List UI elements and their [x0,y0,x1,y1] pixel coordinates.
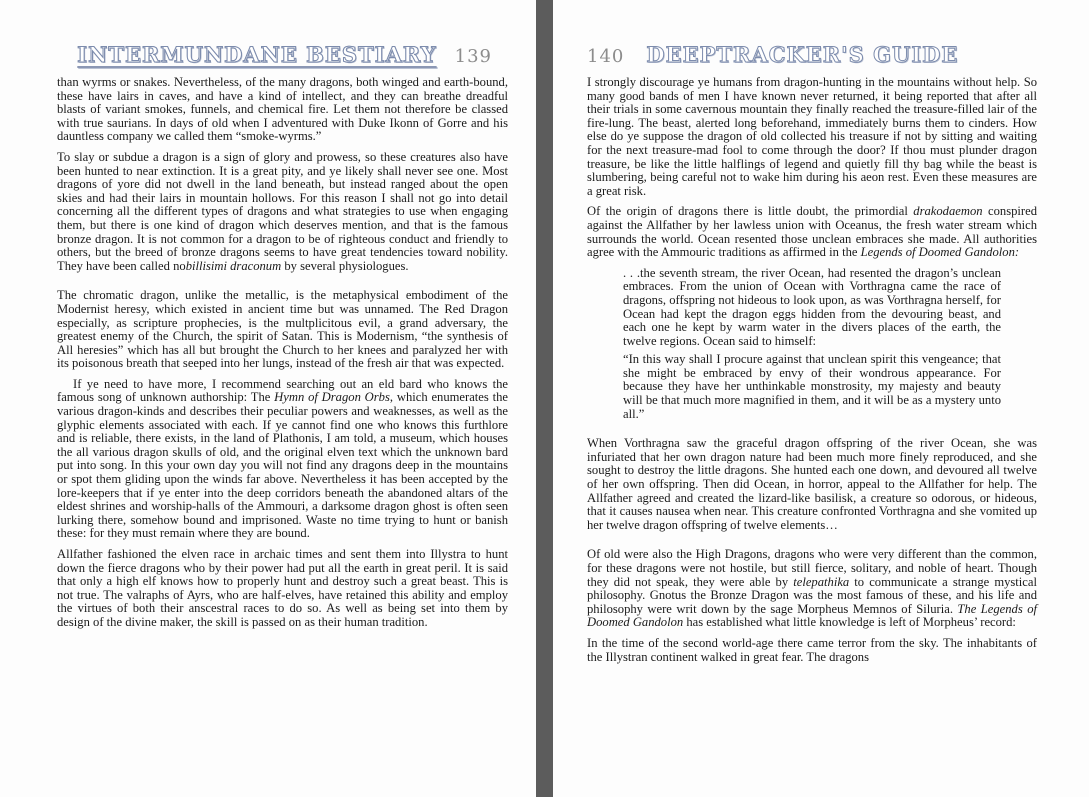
running-header-left [57,42,508,76]
page-number: 140 [587,46,625,67]
body-text-right [587,76,1037,664]
running-header-right [587,42,1037,76]
paragraph: The chromatic dragon, unlike the metallic, is the metaphysical embodiment of the Modernist heresy, which existed in ancient time but was unnamed. The Red Dragon especially, as scripture prophecies, is the multplicitous evil, a grand adversary, the greatest enemy of the Church, the spirit of Satan. This is Modernism, “the synthesis of All heresies” which has all but brought the Church to her knees and paralyzed her with its poisonous breath that seeped into her lungs, instead of the fresh air that was expected. [57,288,508,371]
quote-paragraph: . . .the seventh stream, the river Ocean, had resented the dragon’s unclean embraces. From the union of Ocean with Vorthragna came the race of dragons, offspring not hideous to look upon, as was Vorthragna herself, for Ocean had kept the dragon eggs hidden from the devouring beast, and each one he kept by warm water in the divers places of the earth, the twelve regions. Ocean said to himself: [623,265,1001,348]
book-gutter [536,0,553,797]
emphasis: Legends of Doomed Gandolon: [860,245,1020,260]
running-title: INTERMUNDANE BESTIARY [77,42,437,67]
emphasis: billisimi draconum [185,258,282,273]
emphasis: drakodaemon [913,204,983,219]
emphasis: Hymn of Dragon Orbs [274,390,390,405]
paragraph: than wyrms or snakes. Nevertheless, of the many dragons, both winged and earth-bound, these have lairs in caves, and have a kind of intellect, and they can breathe dreadful blasts of variant smokes, funnels, and chemical fire. Let them not therefore be classed with true saurians. In days of old when I adventured with Duke Ikonn of Gorre and his dauntless company we called them “smoke-wyrms.” [57,75,508,144]
paragraph: If ye need to have more, I recommend searching out an eld bard who knows the famous song of unknown authorship: The Hymn of Dragon Orbs, which enumerates the various dragon-kinds and describes their peculiar powers and weaknesses, as well as the glyphic elements associated with each. If ye cannot find one who knows this furthlore and is reliable, there exists, in the land of Plathonis, I am told, a museum, which houses the all various dragon skulls of old, and the original elven text which the unknown bard put into song. In this your own day you will not find any dragons deep in the mountains or spot them gliding upon the winds far above. Nevertheless it has been accepted by the lore-keepers that if ye enter into the deep corridors beneath the abandoned altars of the eldest shrines and worship-halls of the Ammouri, a darksome dragon ghost is often seen lurking there, somehow bound and imprisoned. Waste no time trying to hunt or banish these: for they must remain where they are bound. [57,376,509,541]
paragraph: Of the origin of dragons there is little doubt, the primordial drakodaemon conspired against the Allfather by her lawless union with Oceanus, the fresh water stream which surrounds the world. Ocean resented those unclean embraces she made. All authorities agree with the Ammouric traditions as affirmed in the Legends of Doomed Gandolon: [587,204,1037,260]
quote-paragraph: “In this way shall I procure against that unclean spirit this vengeance; that she might be embraced by envy of their wondrous appearance. For because they have her unthinkable monstrosity, my majesty and beauty will be that much more magnified in them, and it will be as a mystery unto all.” [623,352,1001,421]
right-page [553,0,1089,797]
left-page [0,0,536,797]
block-quote [623,267,1001,422]
paragraph: To slay or subdue a dragon is a sign of glory and prowess, so these creatures also have been hunted to near extinction. It is a great pity, and ye likely shall never see one. Most dragons of yore did not dwell in the land beneath, but instead ranged about the open skies and had their lairs in mountain hollows. For this reason I shall not go into detail concerning all the different types of dragons and what strategies to use when engaging them, but there is one kind of dragon which deserves mention, and that is the famous bronze dragon. It is not common for a dragon to be of righteous conduct and friendly to others, but the breed of bronze dragons seems to have great tendencies toward nobility. They have been called nobillisimi draconum by several physiologues. [57,149,508,273]
paragraph: In the time of the second world-age there came terror from the sky. The inhabitants of the Illystran continent walked in great fear. The dragons [587,635,1037,664]
paragraph: I strongly discourage ye humans from dragon-hunting in the mountains without help. So many good bands of men I have known never returned, it being reported that after all their trials in some cavernous mountain they finally reached the treasure-filled lair of the fire-lung. The beast, alerted long beforehand, immediately burns them to cinders. How else do ye suppose the dragon of old collected his treasure if not by sitting and waiting for the next treasure-mad fool to come through the door? If thou must plunder dragon treasure, be like the little halflings of legend and quietly fill thy bag while the beast is slumbering, being careful not to wake him during his aeon rest. Even these measures are a great risk. [587,75,1037,198]
page-number: 139 [454,46,492,67]
body-text-left [57,76,508,630]
emphasis: The Legends of Doomed Gandolon [587,601,1037,630]
running-title: DEEPTRACKER'S GUIDE [646,42,959,67]
paragraph: Of old were also the High Dragons, dragons who were very different than the common, for these dragons were not hostile, but still fierce, solitary, and noble of heart. Though they did not speak, they were able by telepathika to communicate a strange mystical philosophy. Gnotus the Bronze Dragon was the most famous of these, and his life and philosophy were writ down by the sage Morpheus Memnos of Siluria. The Legends of Doomed Gandolon has established what little knowledge is left of Morpheus’ record: [587,547,1037,630]
paragraph: When Vorthragna saw the graceful dragon offspring of the river Ocean, she was infuriated that her own dragon nature had been much more finely reproduced, and she sought to destroy the little dragons. She hunted each one down, and devoured all twelve of her own offspring. Then did Ocean, in horror, appeal to the Allfather for help. The Allfather agreed and created the lizard-like basilisk, a creature so odorous, or hideous, that it causes nausea when near. This creature confronted Vorthragna and she vomited up her twelve dragon offspring of twelve elements… [587,436,1037,532]
emphasis: telepathika [793,574,850,589]
paragraph: Allfather fashioned the elven race in archaic times and sent them into Illystra to hunt down the fierce dragons who by their power had put all the earth in great peril. It is said that only a high elf knows how to properly hunt and destroy such a great beast. This is not true. The valraphs of Ayrs, who are half-elves, have retained this ability and employ the virtues of both their anscestral races to do so. As well as being set into them by design of the divine maker, the skill is passed on as their human tradition. [57,547,508,629]
